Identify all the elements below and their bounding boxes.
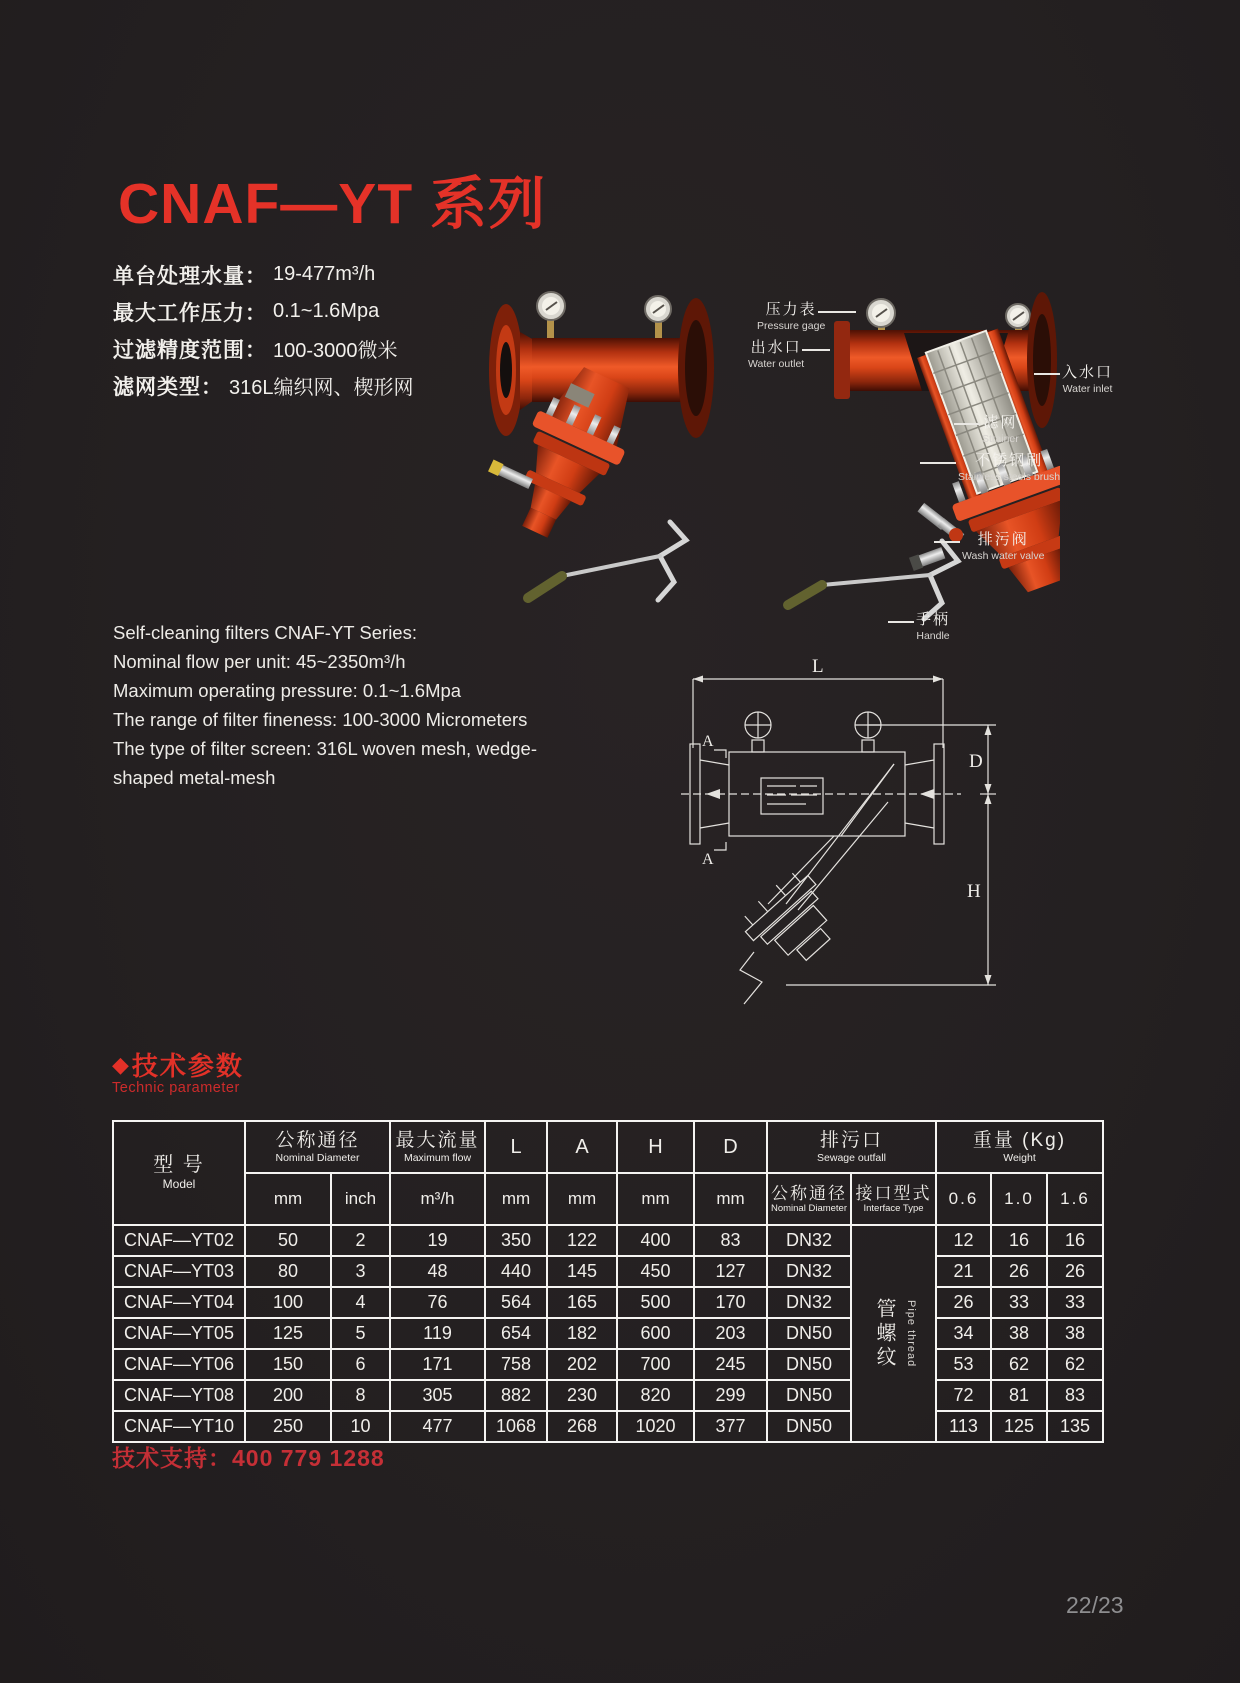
pressure-gauge-icon [645,296,671,340]
col-header-nominal-diameter: 公称通径 Nominal Diameter [245,1121,390,1173]
spec-line [113,293,414,330]
dim-label-L: L [812,656,824,677]
callout-strainer: 滤网 Strainer [982,414,1019,446]
page-title: CNAF—YT 系列 [118,172,546,236]
callout-stainless-brush: 不锈钢刷 Stainless steels brush [958,452,1061,484]
dim-label-A: A [702,733,714,750]
crank-handle [528,522,686,600]
diamond-icon: ◆ [112,1051,129,1077]
dimension-diagram [636,652,1016,1012]
unit-mm: mm [617,1173,694,1225]
dim-label-H: H [967,881,981,902]
spec-line-en: The type of filter screen: 316L woven mesh, wedge- [113,738,538,759]
pressure-gauge-icon [537,292,565,338]
spec-label: 滤网类型： [113,375,223,399]
col-header-H: H [617,1121,694,1173]
subcol-interface-type: 接口型式 Interface Type [851,1173,936,1225]
unit-mm: mm [694,1173,767,1225]
unit-m3h: m³/h [390,1173,485,1225]
subcol-weight-06: 0.6 [936,1173,991,1225]
spec-line-en: shaped metal-mesh [113,767,276,788]
spec-label: 单台处理水量： [113,264,267,288]
interface-type-merged-cell: 管螺纹 Pipe thread [851,1225,936,1442]
dim-label-D: D [969,751,983,772]
table-row: CNAF—YT03 80 3 48 440 145 450 127 DN32 21 26 26 [113,1256,1103,1287]
leader-line [888,621,914,623]
unit-mm: mm [245,1173,331,1225]
dim-label-A: A [702,851,714,868]
callout-water-outlet: 出水口 Water outlet [748,339,805,371]
subcol-weight-10: 1.0 [991,1173,1047,1225]
leader-line [920,462,956,464]
support-hotline: 技术支持：400 779 1288 [112,1445,385,1471]
spec-line-en: Nominal flow per unit: 45~2350m³/h [113,651,406,672]
spec-value: 316L编织网、楔形网 [229,377,414,399]
spec-line-en: Self-cleaning filters CNAF-YT Series: [113,622,417,643]
subcol-sewage-dn: 公称通径 Nominal Diameter [767,1173,851,1225]
table-row: CNAF—YT10 250 10 477 1068 268 1020 377 DN50 113 125 135 [113,1411,1103,1442]
leader-line [802,349,830,351]
product-photo-side-view [428,260,728,605]
leader-line [954,423,980,425]
subcol-weight-16: 1.6 [1047,1173,1103,1225]
spec-value: 19-477m³/h [273,263,376,285]
table-row: CNAF—YT04 100 4 76 564 165 500 170 DN32 26 33 33 [113,1287,1103,1318]
page-number: 22/23 [1066,1592,1124,1618]
col-header-D: D [694,1121,767,1173]
spec-line-en: Maximum operating pressure: 0.1~1.6Mpa [113,680,462,701]
callout-water-inlet: 入水口 Water inlet [1062,364,1114,396]
parameters-table [112,1120,1104,1443]
spec-block-en [113,618,537,792]
spec-value: 0.1~1.6Mpa [273,300,380,322]
callout-handle: 手柄 Handle [916,611,951,643]
col-header-sewage-outfall: 排污口 Sewage outfall [767,1121,936,1173]
table-row: CNAF—YT05 125 5 119 654 182 600 203 DN50 34 38 38 [113,1318,1103,1349]
leader-line [1034,373,1060,375]
spec-line [113,330,414,367]
unit-mm: mm [547,1173,617,1225]
leader-line [818,311,856,313]
spec-line-en: The range of filter fineness: 100-3000 Micrometers [113,709,528,730]
unit-inch: inch [331,1173,390,1225]
table-row: CNAF—YT02 50 2 19 350 122 400 83 DN32 管螺纹 Pipe thread 12 16 16 [113,1225,1103,1256]
spec-line [113,367,414,404]
product-photo-cutaway-view [690,273,1060,625]
unit-mm: mm [485,1173,547,1225]
col-header-weight: 重量 (Kg) Weight [936,1121,1103,1173]
col-header-max-flow: 最大流量 Maximum flow [390,1121,485,1173]
callout-pressure-gage: 压力表 Pressure gage [757,301,826,333]
table-row: CNAF—YT08 200 8 305 882 230 820 299 DN50 72 81 83 [113,1380,1103,1411]
section-title-zh: 技术参数 [131,1051,244,1081]
spec-value: 100-3000微米 [273,340,398,362]
leader-line [934,541,960,543]
table-row: CNAF—YT06 150 6 171 758 202 700 245 DN50 53 62 62 [113,1349,1103,1380]
callout-wash-valve: 排污阀 Wash water valve [962,531,1045,563]
col-header-A: A [547,1121,617,1173]
spec-line [113,256,414,293]
section-title-en: Technic parameter [112,1080,240,1096]
col-header-model: 型 号 Model [113,1121,245,1225]
section-header [112,1046,244,1083]
col-header-L: L [485,1121,547,1173]
spec-label: 过滤精度范围： [113,338,267,362]
spec-block-zh [113,256,414,404]
spec-label: 最大工作压力： [113,301,267,325]
